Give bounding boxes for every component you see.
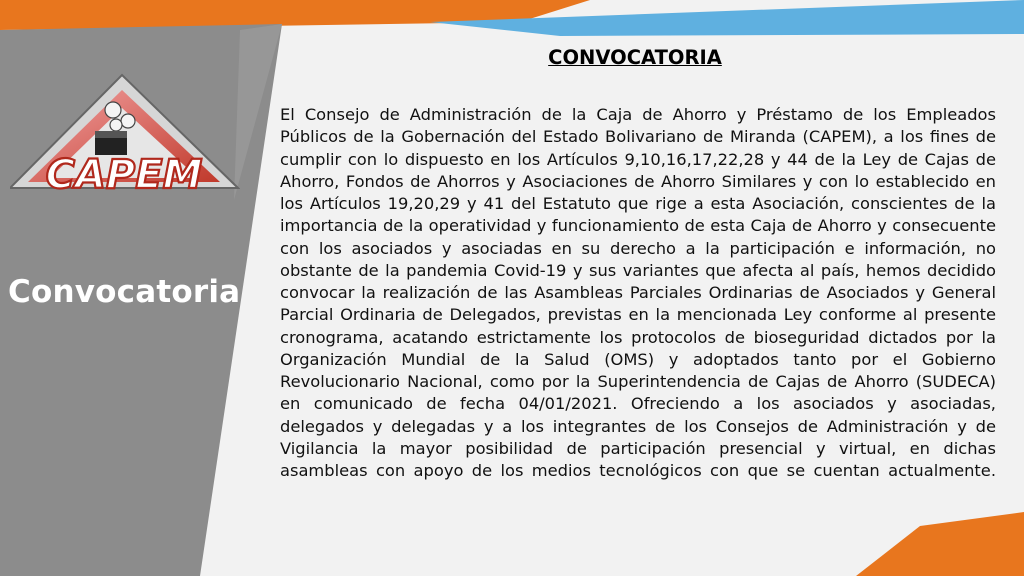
- announcement-body: El Consejo de Administración de la Caja de Ahorro y Préstamo de los Empleados Públicos de la Gobernación del Estado Bolivariano de Miranda (CAPEM), a los fines de cumplir con lo dispuesto en los Artículos 9,10,16,17,22,28 y 44 de la Ley de Cajas de Ahorro, Fondos de Ahorros y Asociaciones de Ahorro Similares y con lo establecido en los Artículos 19,20,29 y 41 del Estatuto que rige a esta Asociación, conscientes de la importancia de la operatividad y funcionamiento de esta Caja de Ahorro y consecuente con los asociados y asociadas en su derecho a la participación e información, no obstante de la pandemia Covid-19 y sus variantes que afecta al país, hemos decidido convocar la realización de las Asambleas Parciales Ordinarias de Asociados y General Parcial Ordinaria de Delegados, previstas en la mencionada Ley conforme al presente cronograma, acatando estrictamente los protocolos de bioseguridad dictados por la Organización Mundial de la Salud (OMS) y adoptados tanto por el Gobierno Revolucionario Nacional, como por la Superintendencia de Cajas de Ahorro (SUDECA) en comunicado de fecha 04/01/2021. Ofreciendo a los asociados y asociadas, delegados y delegadas y a los integrantes de los Consejos de Administración y de Vigilancia la mayor posibilidad de participación presencial y virtual, en dichas asambleas con apoyo de los medios tecnológicos con que se cuentan actualmente.: [280, 105, 996, 480]
- page-title: CONVOCATORIA: [548, 46, 722, 69]
- logo-box-lid: [95, 131, 127, 138]
- logo-coin-icon: [105, 102, 121, 118]
- logo-wordmark: CAPEM: [45, 152, 203, 198]
- capem-logo: [10, 70, 240, 220]
- logo-coin-icon: [121, 114, 135, 128]
- logo-coin-icon: [110, 119, 122, 131]
- sidebar-title: Convocatoria: [8, 274, 241, 310]
